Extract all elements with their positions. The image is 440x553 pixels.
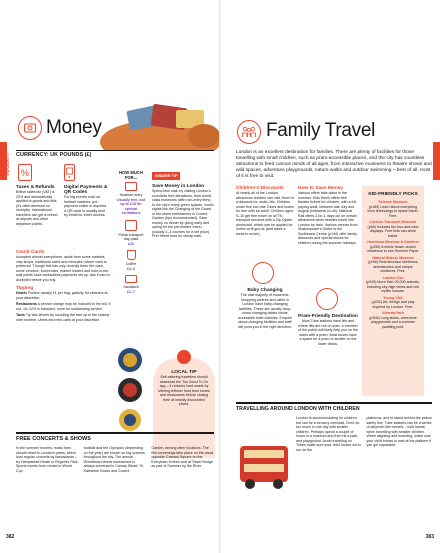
hotels-text: Porters usually £1 per bag, gratuity for cleaners at your discretion.: [16, 291, 108, 300]
badges-image: [112, 346, 148, 432]
changing-body: The vast majority of museums, shopping centres and cafes in London have baby-changing facilities. These are usually drop-down changing tables inside accessible toilet cubicles. Enquire about changing facilities and staff will point you in the right direction.: [238, 293, 292, 329]
cards-title: Could Cards: [16, 250, 45, 255]
pick-name: Young V&A: [383, 295, 403, 300]
transport-label: Public transport day pass: [118, 232, 144, 241]
discounts-title: Children's Discounts: [236, 186, 284, 191]
pick-body: (p308) Long slides, adventure playgrounds and a summer paddling pool.: [369, 315, 417, 329]
concerts-col-1: In the summer months, music fans should head to London's parks, which host regular concerts by bandstands – try Hampstead Heath or Regent's Park. Sports events from cricket to World Cup: [16, 446, 79, 473]
museum-icon: [125, 182, 137, 191]
insider-title: Save Money in London: [152, 184, 205, 189]
transport-value: £16: [128, 241, 134, 246]
concerts-col-3: Garden, among other locations. The film screenings take place on the canal opposite Granary Square on the Everyman Screen and at Tower Bridge as part of Summer by the River.: [151, 446, 214, 468]
save-body: Various offers take place in the summer. Kids Week offers free theatre tickets for children, with a full-paying adult, between late July and August (kidsweek.co.uk). National Rail offers 2-for-1 days out on certain attractions when families travel into London by train. Various venues from Shakespeare's Globe to the Southbank Centre (p140) offer family discounts and special shows for children during the summer holidays.: [298, 191, 358, 245]
pick-body: (p259) A whole flower-choice residence to see Summer Paper: [367, 244, 419, 253]
toolkit-label: TOOLKIT: [5, 152, 11, 177]
save-title: How to Save Money: [298, 186, 344, 191]
money-photo: [100, 102, 220, 150]
pick-name: Victoria Park: [382, 311, 404, 315]
baby-icon: [252, 262, 274, 284]
money-hands-image: [100, 102, 220, 150]
page-number-left: 382: [6, 534, 15, 540]
sandwich-icon: [125, 275, 137, 283]
travel-col-1: London is accommodating for children, but can be a sensory overload. Don't do too much in one day with smaller children. Perhaps spend a couple of hours in a museum and then hit a park and playground. Avoid travelling on Tubes make sure your child knows not to run on the: [296, 416, 362, 452]
coffee-label: Coffee: [125, 262, 137, 266]
digital-payment-icon: [64, 164, 75, 181]
svg-text:%: %: [20, 168, 30, 178]
tipping-title: Tipping: [16, 286, 34, 291]
pick-name: London Zoo: [382, 275, 404, 280]
family-intro: London is an excellent destination for families. There are plenty of facilities for those travelling with small children, such as pram-accessible places, and the city has countless attractions to feed curious minds of all ages, from interactive museums to theatre shows and wild spaces, adventure playgrounds, nature walks and outdoor swimming – best of all, most of it is free to visit.: [236, 150, 432, 179]
money-icon: [18, 116, 42, 140]
kid-picks-heading: KID-FRIENDLY PICKS: [368, 192, 418, 197]
insider-badge: INSIDER TIP: [152, 172, 180, 180]
digital-body: For big events such as football matches, pre-payment online is required. A QR code is usually sent by email for event access.: [64, 195, 108, 217]
restaurants-text: A service charge may be included in the bill. If not, 10–12% is standard, more for outstanding service: [16, 302, 111, 311]
toy-bus-image: [234, 416, 294, 494]
local-tip-badge: LOCAL TIP: [171, 370, 197, 375]
pick-body: (p169) Learn about everything from technology to space travel. Free.: [367, 204, 419, 218]
kid-picks-box: [362, 186, 424, 396]
pick-body: (p69) Includes fun bus-and-tube displays. Free kids can climb inside.: [367, 224, 419, 238]
cards-body: Accepted almost everywhere, aside from some markets, chip shops, traditional cafes and minicabs, where cash is preferred. Though this has only recently been the case, some vendors, food trucks, market traders and hole-in-the-wall points have contactless payments set up. Ask if card is accepted before you buy.: [16, 255, 111, 282]
sandwich-label: Sandwich: [123, 285, 139, 289]
travel-col-2: platforms, and to stand behind the yellow safety line. Tube stations can be a series of labyrinth-like tunnels – hold hands when travelling with smaller children. When alighting and boarding, make sure your child knows to wait at the platform if you get separated.: [366, 416, 432, 447]
travel-heading: TRAVELLING AROUND LONDON WITH CHILDREN: [236, 406, 360, 412]
family-title: Family Travel: [266, 120, 376, 141]
local-tip-box: [153, 358, 215, 458]
family-page: [220, 0, 440, 553]
toolkit-label-right: TOOLKIT: [431, 152, 437, 177]
money-title: Money: [46, 117, 102, 138]
currency-heading: CURRENCY: UK POUNDS (£): [16, 152, 92, 158]
insider-body: Spend less cash by visiting London's countless free attractions, from world-class museums (with non-entry fees) to the city's many green spaces. Iconic sights like the Changing of the Guard or the street entertainers in Covent Garden (tips recommended). Save money on dinner by going early and opting for the pre-theatre menu (usually 2–3 courses for a set price). Pret Street food for cheap eats.: [152, 189, 214, 238]
hotels-label: Hotels: [16, 291, 27, 295]
concerts-col-2: football and the Olympics (depending on the year) are shown on big screens throughout the city. The annual Wimbledon tennis tournament is always screened in Canary Wharf, St Katharine Docks and Covent: [83, 446, 145, 473]
lightbulb-icon: [177, 350, 191, 364]
transport-icon: [125, 220, 137, 231]
museum-label: Museum entry: [119, 193, 143, 197]
how-much-title: HOW MUCH FOR...: [119, 170, 143, 180]
changing-title: Baby Changing: [247, 288, 283, 293]
pram-icon: [316, 288, 338, 310]
pick-body: (p232) Art, design and play inspired by London. Free.: [371, 300, 415, 309]
local-tip-body: Self-catering travellers should download the Too Good To Go app – it reduces food waste by offering leftover food from stores and restaurants before closing time at heavily discounted prices.: [158, 375, 210, 406]
pick-body: (p166) Real dinosaur skeletons, animatronics and unique creatures. Free.: [367, 260, 419, 273]
coffee-icon: [127, 250, 136, 260]
taxes-title: Taxes & Refunds: [16, 185, 55, 190]
museum-value: Usually free, but up to £18 for special exhibitions: [117, 197, 145, 215]
page-number-right: 383: [425, 534, 434, 540]
pick-name: Natural History Museum: [372, 255, 414, 260]
coffee-value: £3–5: [127, 266, 135, 271]
taxes-body: British sales tax (VAT) is 20% and automatically applied to goods and bills (it's often itemised on receipts). International travellers can get a refund at airports and other departure points.: [16, 190, 58, 226]
restaurants-label: Restaurants: [16, 302, 37, 306]
sandwich-value: £2–7: [127, 289, 135, 294]
concerts-heading: FREE CONCERTS & SHOWS: [16, 436, 91, 442]
pick-name: Science Museum: [378, 200, 408, 204]
pram-title: Pram-Friendly Destination: [298, 314, 358, 319]
pram-body: Most Tube stations have lifts and where lifts are out of order, a member of the public will likely help you on the stairs with a pram. Most buses have a space for a pram or stroller on the lower decks.: [298, 319, 358, 346]
family-icon: [237, 120, 261, 144]
discounts-body: At nearly all of the London attractions children can visit, there is a discount for under-16s. Children under five can ride Tubes and buses for free with an adult. Children aged 5–10 get free travel on all TfL transport services with a Zip Oyster photocard, which can be applied for online at tfl.gov.uk (and takes a week to arrive).: [236, 191, 294, 236]
taxis-text: Tip taxi drivers by rounding the fare up to the closest note number. Ubers and mini-cabs at your discretion.: [16, 313, 110, 322]
digital-title: Digital Payments & QR Codes: [64, 185, 108, 195]
pick-name: London Transport Museum: [369, 220, 417, 224]
pick-name: Horniman Museum & Gardens: [367, 240, 419, 244]
taxes-icon: [18, 164, 32, 181]
pick-body: (p249) More than 20,000 animals, including sky-high views and rich reptile houses.: [366, 280, 420, 293]
taxis-label: Taxis: [16, 313, 25, 317]
